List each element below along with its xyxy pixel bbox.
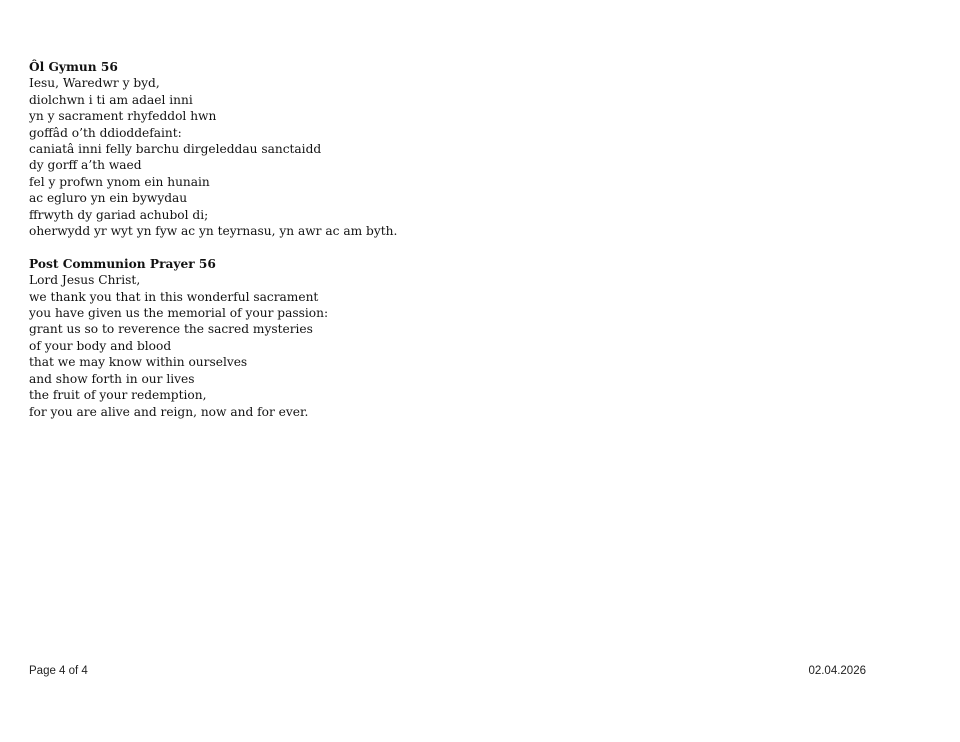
footer-page-number: Page 4 of 4	[29, 665, 88, 677]
english-prayer-line: for you are alive and reign, now and for ever.	[29, 404, 309, 419]
welsh-prayer-line: oherwydd yr wyt yn fyw ac yn teyrnasu, yn awr ac am byth.	[29, 224, 398, 239]
welsh-prayer-line: fel y profwn ynom ein hunain	[29, 174, 210, 189]
english-prayer-line: Lord Jesus Christ,	[29, 273, 141, 288]
english-prayer-line: that we may know within ourselves	[29, 355, 248, 370]
english-prayer-line: of your body and blood	[29, 338, 172, 353]
welsh-prayer-heading: Ôl Gymun 56	[29, 60, 118, 74]
welsh-prayer-line: ac egluro yn ein bywydau	[29, 191, 188, 206]
welsh-prayer-line: ffrwyth dy gariad achubol di;	[29, 207, 209, 222]
english-prayer-section	[29, 256, 629, 420]
english-prayer-line: the fruit of your redemption,	[29, 388, 207, 403]
welsh-prayer-line: yn y sacrament rhyfeddol hwn	[29, 109, 217, 124]
welsh-prayer-line: dy gorff a’th waed	[29, 158, 142, 173]
document-body	[29, 59, 629, 420]
english-prayer-heading: Post Communion Prayer 56	[29, 256, 216, 271]
welsh-prayer-line: diolchwn i ti am adael inni	[29, 92, 193, 107]
footer-date: 02.04.2026	[808, 665, 866, 677]
english-prayer-line: and show forth in our lives	[29, 371, 195, 386]
welsh-prayer-section	[29, 59, 629, 239]
english-prayer-line: we thank you that in this wonderful sacrament	[29, 289, 319, 304]
english-prayer-line: grant us so to reverence the sacred mysteries	[29, 322, 313, 337]
english-prayer-line: you have given us the memorial of your passion:	[29, 306, 329, 321]
welsh-prayer-line: Iesu, Waredwr y byd,	[29, 76, 160, 91]
welsh-prayer-line: caniatâ inni felly barchu dirgeleddau sanctaidd	[29, 142, 322, 157]
welsh-prayer-line: goffâd o’th ddioddefaint:	[29, 125, 182, 140]
